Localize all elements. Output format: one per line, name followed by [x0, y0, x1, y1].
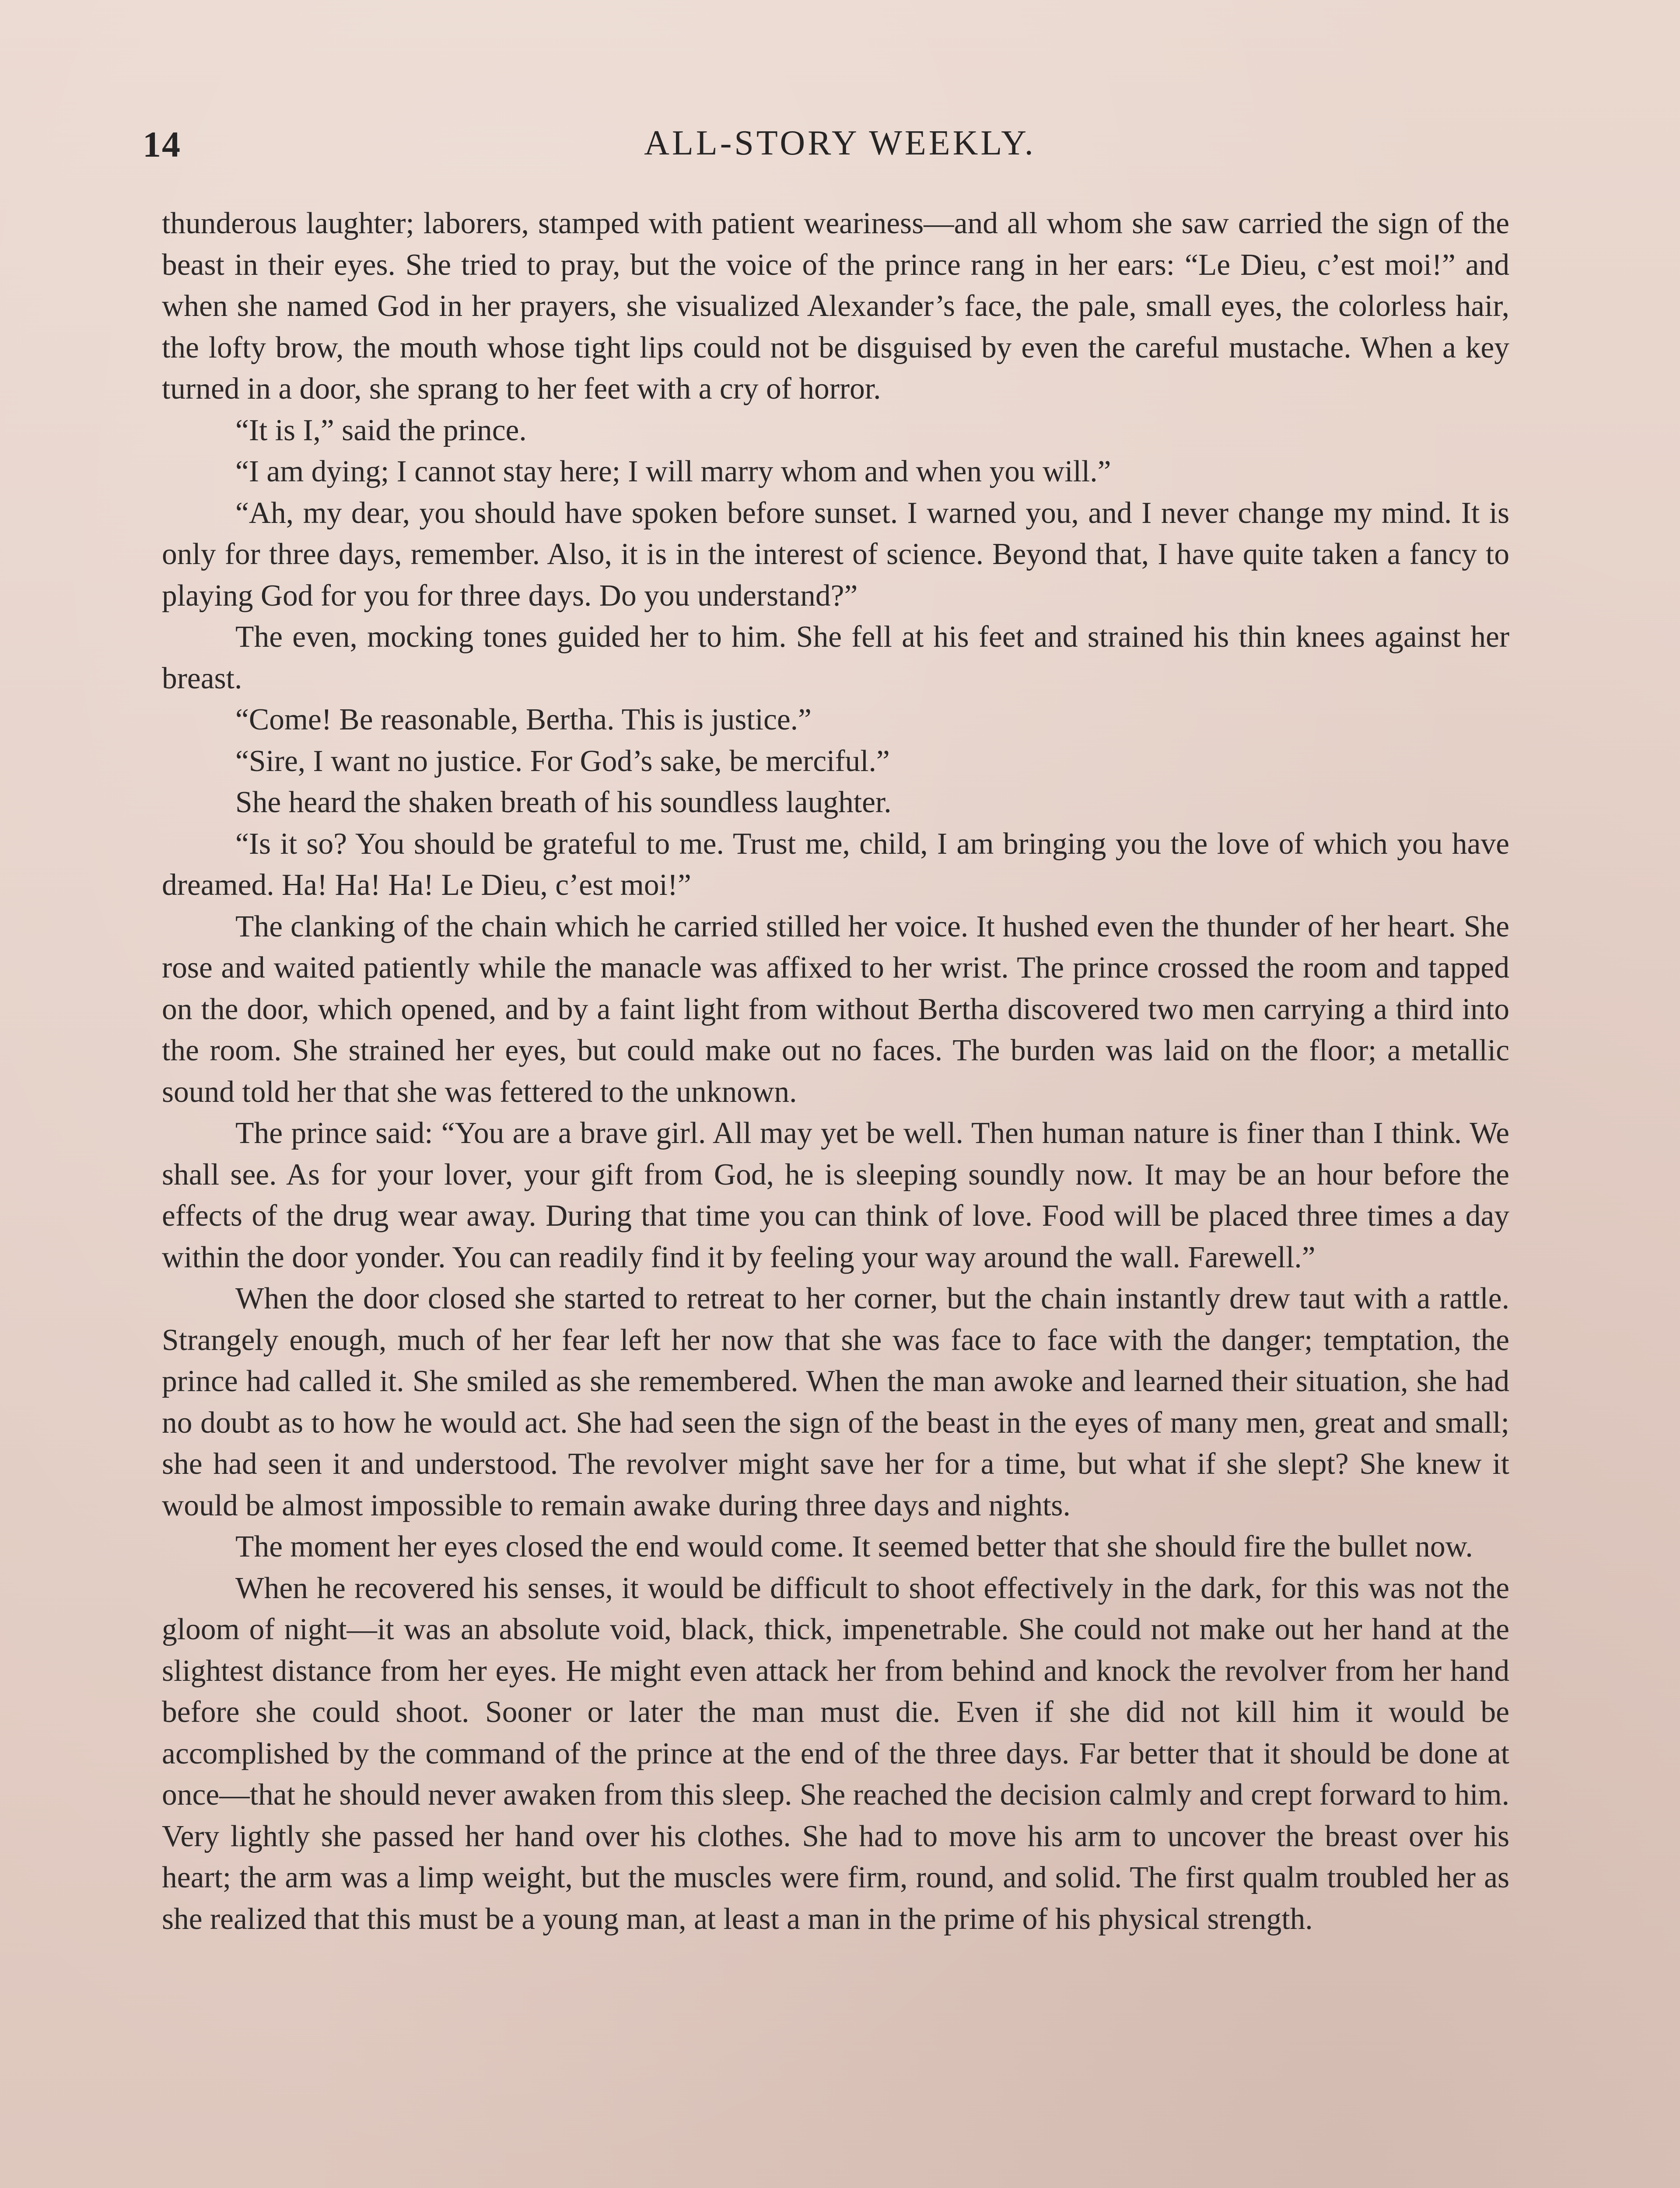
- paragraph: The prince said: “You are a brave girl. All may yet be well. Then human nature is finer than I think. We shall see. As for your lover, your gift from God, he is sleeping soundly now. It may be an hour before the effects of the drug wear away. During that time you can think of love. Food will be placed three times a day within the door yonder. You can readily find it by feeling your way around the wall. Farewell.”: [162, 1116, 1509, 1274]
- paragraph: “Sire, I want no justice. For God’s sake, be merciful.”: [235, 744, 890, 778]
- paragraph: She heard the shaken breath of his soundless laughter.: [235, 785, 892, 819]
- story-text: [162, 203, 1509, 1940]
- paragraph: “Ah, my dear, you should have spoken before sunset. I warned you, and I never change my mind. It is only for three days, remember. Also, it is in the interest of science. Beyond that, I have quite taken a fancy to playing God for you for three days. Do you understand?”: [162, 496, 1509, 613]
- paragraph: The moment her eyes closed the end would come. It seemed better that she should fire the bullet now.: [235, 1530, 1473, 1564]
- paragraph: “Come! Be reasonable, Bertha. This is justice.”: [235, 703, 812, 736]
- paragraph: When the door closed she started to retreat to her corner, but the chain instantly drew taut with a rattle. Strangely enough, much of her fear left her now that she was face to face with the danger; temptation, the prince had called it. She smiled as she remembered. When the man awoke and learned their situation, she had no doubt as to how he would act. She had seen the sign of the beast in the eyes of many men, great and small; she had seen it and understood. The revolver might save her for a time, but what if she slept? She knew it would be almost impossible to remain awake during three days and nights.: [162, 1282, 1509, 1522]
- paragraph: “I am dying; I cannot stay here; I will marry whom and when you will.”: [235, 455, 1111, 488]
- paragraph: The clanking of the chain which he carried stilled her voice. It hushed even the thunder of her heart. She rose and waited patiently while the manacle was affixed to her wrist. The prince crossed the room and tapped on the door, which opened, and by a faint light from without Bertha discovered two men carrying a third into the room. She strained her eyes, but could make out no faces. The burden was laid on the floor; a metallic sound told her that she was fettered to the unknown.: [162, 909, 1509, 1109]
- running-title: ALL-STORY WEEKLY.: [644, 124, 1036, 162]
- paragraph: When he recovered his senses, it would be difficult to shoot effectively in the dark, for this was not the gloom of night—it was an absolute void, black, thick, impenetrable. She could not make out her hand at the slightest distance from her eyes. He might even attack her from behind and knock the revolver from her hand before she could shoot. Sooner or later the man must die. Even if she did not kill him it would be accomplished by the command of the prince at the end of the three days. Far better that it should be done at once—that he should never awaken from this sleep. She reached the decision calmly and crept forward to him. Very lightly she passed her hand over his clothes. She had to move his arm to uncover the breast over his heart; the arm was a limp weight, but the muscles were firm, round, and solid. The first qualm troubled her as she realized that this must be a young man, at least a man in the prime of his physical strength.: [162, 1571, 1509, 1936]
- paragraph: “Is it so? You should be grateful to me. Trust me, child, I am bringing you the love of which you have dreamed. Ha! Ha! Ha! Le Dieu, c’est moi!”: [162, 827, 1509, 902]
- paragraph: The even, mocking tones guided her to him. She fell at his feet and strained his thin knees against her breast.: [162, 620, 1509, 695]
- paragraph: thunderous laughter; laborers, stamped with patient weariness—and all whom she saw carried the sign of the beast in their eyes. She tried to pray, but the voice of the prince rang in her ears: “Le Dieu, c’est moi!” and when she named God in her prayers, she visualized Alexander’s face, the pale, small eyes, the colorless hair, the lofty brow, the mouth whose tight lips could not be disguised by even the careful mustache. When a key turned in a door, she sprang to her feet with a cry of horror.: [162, 207, 1509, 406]
- page-number: 14: [143, 124, 181, 165]
- paragraph: “It is I,” said the prince.: [235, 413, 527, 447]
